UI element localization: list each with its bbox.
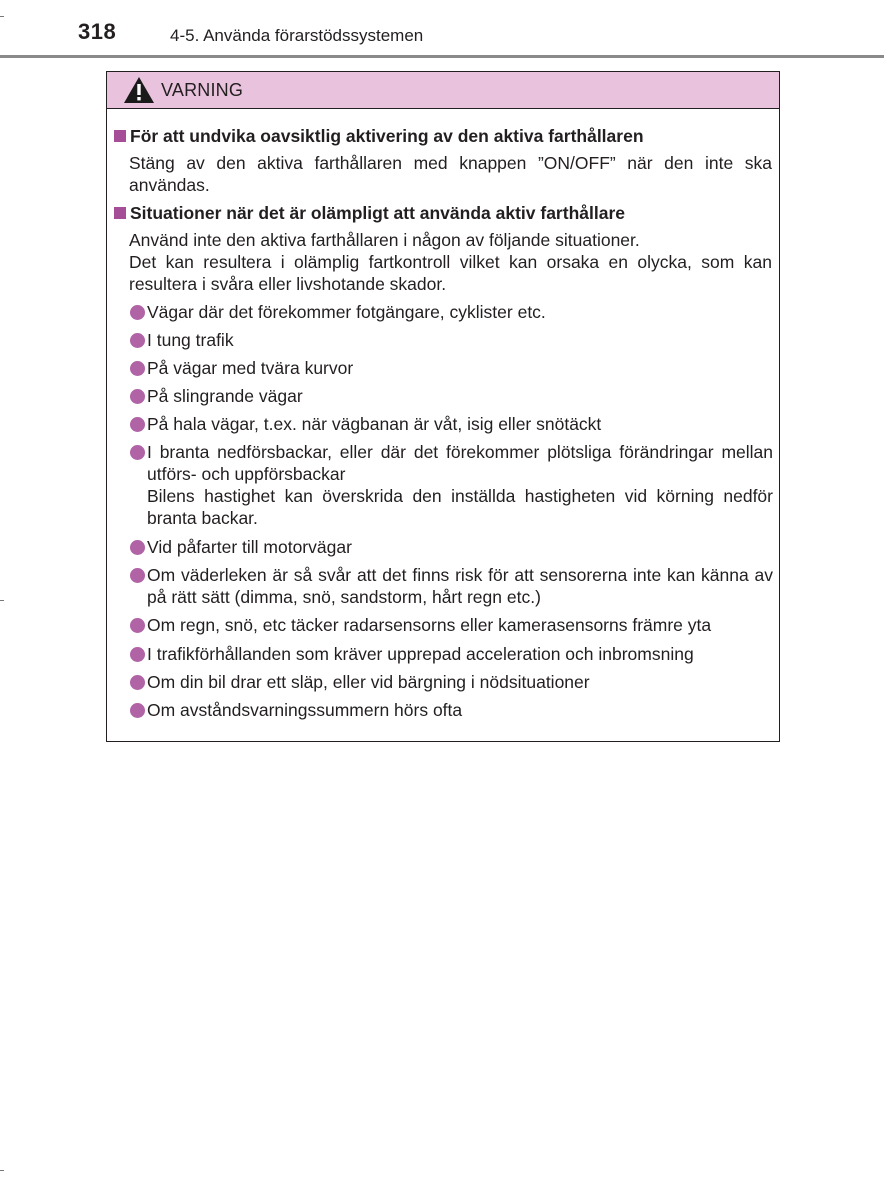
- list-item-text: På hala vägar, t.ex. när vägbanan är våt, isig eller snötäckt: [147, 414, 602, 434]
- list-item: [130, 413, 773, 435]
- list-item: [130, 643, 773, 665]
- edge-tick: [0, 600, 4, 601]
- list-item: [130, 614, 773, 636]
- list-item-subtext: Bilens hastighet kan överskrida den inställda hastigheten vid körning nedför branta backar.: [147, 486, 773, 528]
- bullet-dot-icon: [130, 333, 145, 348]
- bullet-dot-icon: [130, 389, 145, 404]
- list-item-text: Vägar där det förekommer fotgängare, cyklister etc.: [147, 302, 546, 322]
- section-heading: [114, 126, 644, 147]
- bullet-dot-icon: [130, 361, 145, 376]
- list-item: [130, 441, 773, 529]
- list-item: [130, 564, 773, 608]
- edge-tick: [0, 1170, 4, 1171]
- page-number: 318: [78, 19, 117, 44]
- bullet-dot-icon: [130, 305, 145, 320]
- bullet-dot-icon: [130, 675, 145, 690]
- list-item-text: Om regn, snö, etc täcker radarsensorns eller kamerasensorns främre yta: [147, 615, 712, 635]
- paragraph: Stäng av den aktiva farthållaren med knappen ”ON/OFF” när den inte ska användas.: [129, 153, 772, 195]
- warning-box: [106, 71, 780, 742]
- list-item-text: Vid påfarter till motorvägar: [147, 537, 352, 557]
- warning-triangle-icon: [123, 76, 155, 104]
- list-item-text: På vägar med tvära kurvor: [147, 358, 354, 378]
- edge-tick: [0, 16, 4, 17]
- list-item-text: I tung trafik: [147, 330, 234, 350]
- list-item-text: Om väderleken är så svår att det finns risk för att sensorerna inte kan känna av på rätt sätt (dimma, snö, sandstorm, hårt regn etc.): [147, 565, 773, 607]
- list-item-text: Om avståndsvarningssummern hörs ofta: [147, 700, 463, 720]
- bullet-dot-icon: [130, 618, 145, 633]
- list-item-text: På slingrande vägar: [147, 386, 303, 406]
- list-item-text: I trafikförhållanden som kräver upprepad acceleration och inbromsning: [147, 644, 694, 664]
- list-item-text: Om din bil drar ett släp, eller vid bärgning i nödsituationer: [147, 672, 590, 692]
- bullet-dot-icon: [130, 540, 145, 555]
- paragraph: Använd inte den aktiva farthållaren i någon av följande situationer.: [129, 230, 640, 250]
- square-bullet-icon: [114, 207, 126, 219]
- bullet-dot-icon: [130, 703, 145, 718]
- list-item: [130, 357, 773, 379]
- bullet-dot-icon: [130, 417, 145, 432]
- list-item-text: I branta nedförsbackar, eller där det förekommer plötsliga förändringar mellan utförs- och uppförsbackar: [147, 442, 773, 484]
- bullet-dot-icon: [130, 445, 145, 460]
- list-item: [130, 699, 773, 721]
- section-heading-text: Situationer när det är olämpligt att använda aktiv farthållare: [130, 203, 625, 223]
- header-rule: [0, 55, 884, 58]
- square-bullet-icon: [114, 130, 126, 142]
- bullet-dot-icon: [130, 568, 145, 583]
- warning-label: VARNING: [161, 79, 244, 100]
- list-item: [130, 385, 773, 407]
- list-item: [130, 329, 773, 351]
- section-heading-text: För att undvika oavsiktlig aktivering av den aktiva farthållaren: [130, 126, 644, 146]
- list-item: [130, 301, 773, 323]
- bullet-dot-icon: [130, 647, 145, 662]
- section-heading: [114, 203, 625, 224]
- list-item: [130, 536, 773, 558]
- paragraph: Det kan resultera i olämplig fartkontroll vilket kan orsaka en olycka, som kan resultera i svåra eller livshotande skador.: [129, 252, 772, 294]
- section-title: 4-5. Använda förarstödssystemen: [170, 26, 424, 45]
- warning-header: [107, 72, 779, 109]
- list-item: [130, 671, 773, 693]
